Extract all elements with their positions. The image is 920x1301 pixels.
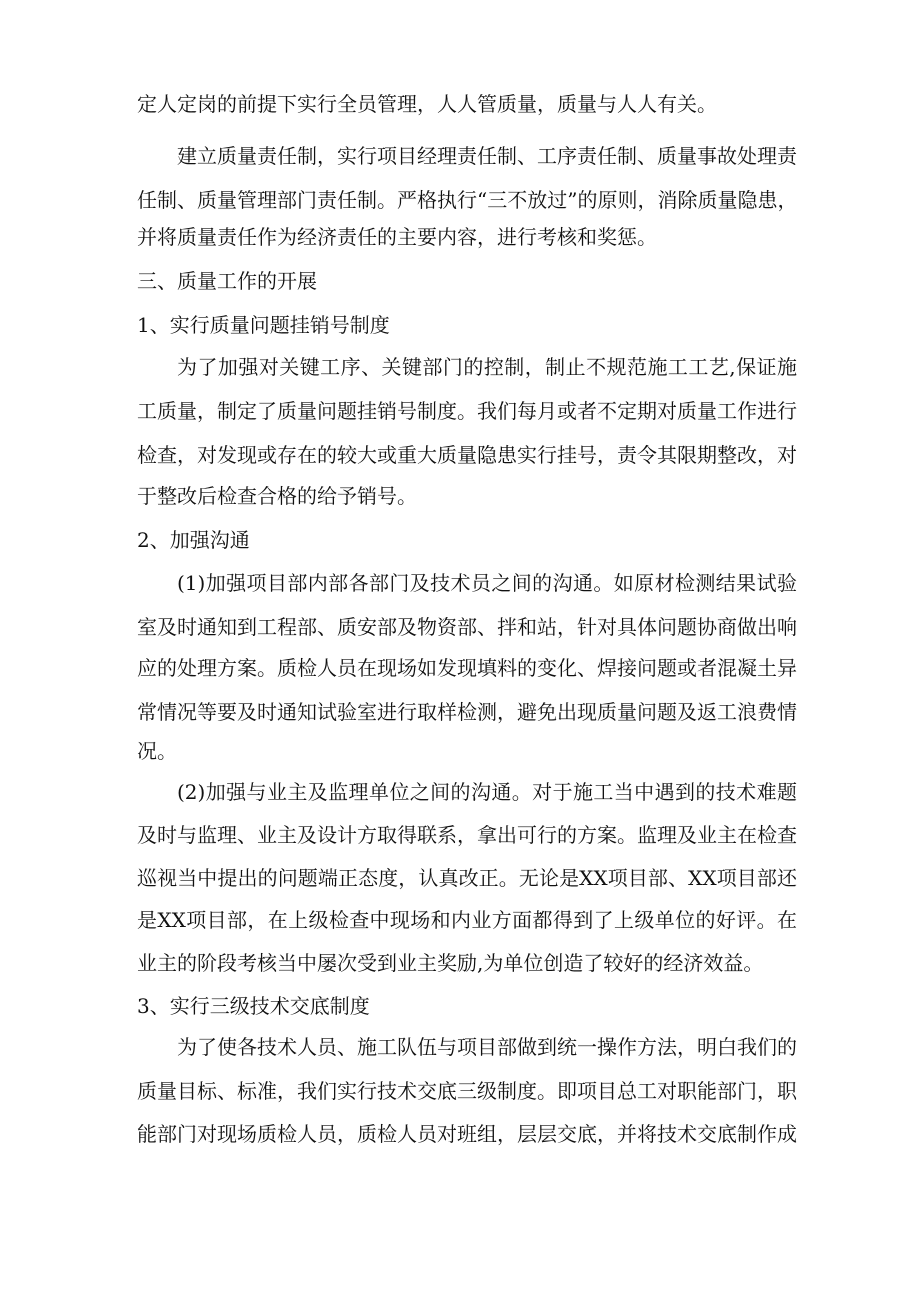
body-line: 检查，对发现或存在的较大或重大质量隐患实行挂号，责令其限期整改，对: [137, 443, 797, 467]
body-line: 应的处理方案。质检人员在现场如发现填料的变化、焊接问题或者混凝土异: [137, 656, 797, 680]
paragraph-line: 为了使各技术人员、施工队伍与项目部做到统一操作方法，明白我们的: [177, 1035, 797, 1059]
body-line: 工质量，制定了质量问题挂销号制度。我们每月或者不定期对质量工作进行: [137, 399, 797, 423]
paragraph-line: 为了加强对关键工序、关键部门的控制，制止不规范施工工艺,保证施: [177, 355, 797, 379]
body-line: 业主的阶段考核当中屡次受到业主奖励,为单位创造了较好的经济效益。: [137, 951, 764, 975]
paragraph-line: 建立质量责任制，实行项目经理责任制、工序责任制、质量事故处理责: [177, 144, 797, 168]
subsection-heading: 2、加强沟通: [137, 528, 250, 552]
body-line: 并将质量责任作为经济责任的主要内容，进行考核和奖惩。: [137, 225, 657, 249]
body-line: 常情况等要及时通知试验室进行取样检测，避免出现质量问题及返工浪费情: [137, 700, 797, 724]
body-line: 任制、质量管理部门责任制。严格执行“三不放过”的原则，消除质量隐患，: [137, 188, 797, 212]
paragraph-line: (1)加强项目部内部各部门及技术员之间的沟通。如原材检测结果试验: [177, 571, 797, 595]
body-line: 巡视当中提出的问题端正态度，认真改正。无论是XX项目部、XX项目部还: [137, 866, 797, 890]
body-line: 及时与监理、业主及设计方取得联系，拿出可行的方案。监理及业主在检查: [137, 823, 797, 847]
body-line: 于整改后检查合格的给予销号。: [137, 484, 417, 508]
section-heading: 三、质量工作的开展: [137, 269, 317, 293]
subsection-heading: 3、实行三级技术交底制度: [137, 994, 370, 1018]
body-line: 是XX项目部，在上级检查中现场和内业方面都得到了上级单位的好评。在: [137, 908, 797, 932]
body-line: 室及时通知到工程部、质安部及物资部、拌和站，针对具体问题协商做出响: [137, 615, 797, 639]
paragraph-line: (2)加强与业主及监理单位之间的沟通。对于施工当中遇到的技术难题: [177, 780, 797, 804]
body-line: 能部门对现场质检人员，质检人员对班组，层层交底，并将技术交底制作成: [137, 1122, 797, 1146]
subsection-heading: 1、实行质量问题挂销号制度: [137, 313, 390, 337]
body-line: 质量目标、标准，我们实行技术交底三级制度。即项目总工对职能部门，职: [137, 1079, 797, 1103]
body-line: 定人定岗的前提下实行全员管理，人人管质量，质量与人人有关。: [137, 92, 717, 116]
body-line: 况。: [137, 739, 177, 763]
